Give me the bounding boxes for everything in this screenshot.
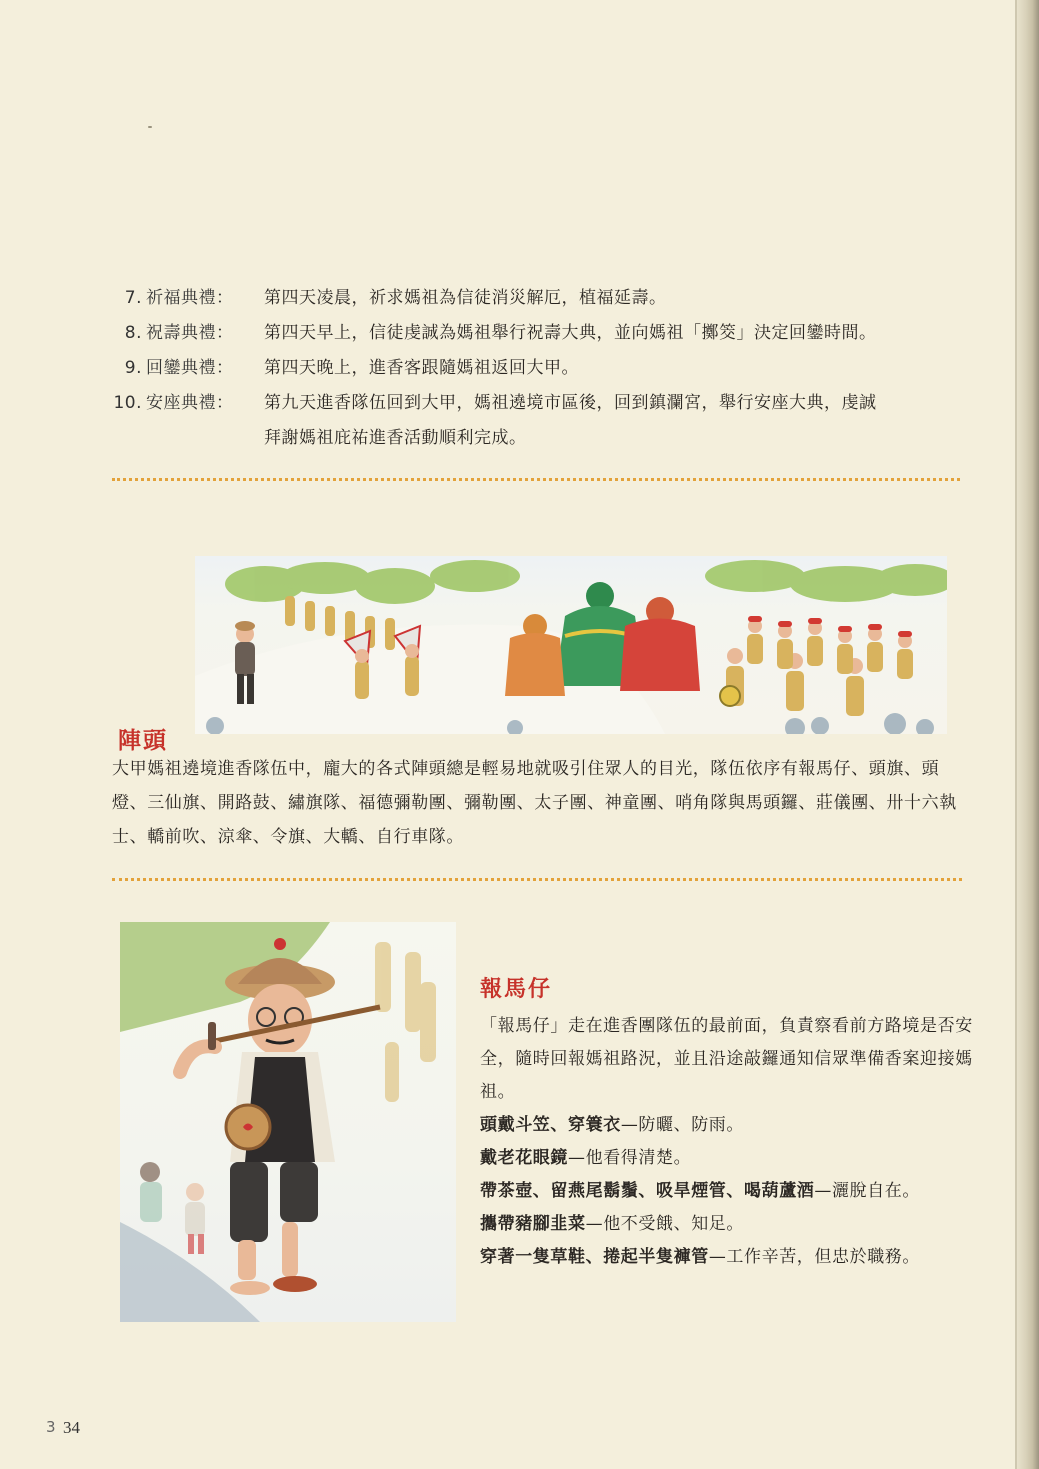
item-meaning: —他看得清楚。 [568,1148,692,1168]
baomazai-item [480,1175,980,1208]
item-meaning: —防曬、防雨。 [620,1115,745,1135]
rite-description [264,391,972,450]
rite-number: 10. [113,393,142,413]
rite-description-line: 第四天晚上，進香客跟隨媽祖返回大甲。 [264,358,579,378]
rite-term: 祈福典禮： [146,288,234,308]
rite-description [264,356,972,380]
page-number: 34 [63,1418,80,1437]
rite-item [112,356,972,380]
rite-description-line: 拜謝媽祖庇祐進香活動順利完成。 [264,428,527,448]
baomazai-item [480,1241,980,1274]
section-title-baomazai: 報馬仔 [480,977,553,1002]
rite-number: 9. [124,358,142,378]
item-attribute: 帶茶壺、留燕尾鬍鬚、吸旱煙管、喝葫蘆酒 [480,1181,815,1201]
rite-number: 7. [124,288,142,308]
margin-mark: 3 [46,1418,56,1436]
page-edge [1017,0,1039,1469]
baomazai-item [480,1109,980,1142]
rite-term: 回鑾典禮： [146,358,234,378]
baomazai-item [480,1208,980,1241]
item-meaning: —他不受餓、知足。 [585,1214,745,1234]
dotted-divider [112,878,962,881]
paper-speck [148,126,152,128]
rite-description [264,286,972,310]
baomazai-intro: 「報馬仔」走在進香團隊伍的最前面，負責察看前方路境是否安全，隨時回報媽祖路況，並且沿途敲鑼通知信眾準備香案迎接媽祖。 [480,1016,973,1102]
rite-description-line: 第四天凌晨，祈求媽祖為信徒消災解厄，植福延壽。 [264,288,667,308]
item-attribute: 戴老花眼鏡 [480,1148,568,1168]
rites-list [112,286,972,461]
rite-term: 祝壽典禮： [146,323,234,343]
rite-item [112,286,972,310]
procession-illustration [195,556,947,734]
rite-description-line: 第九天進香隊伍回到大甲，媽祖遶境市區後，回到鎮瀾宮，舉行安座大典，虔誠 [264,393,877,413]
messenger-drawing [120,922,456,1322]
messenger-illustration [120,922,456,1322]
baomazai-body [480,1010,980,1274]
rite-description [264,321,972,345]
item-meaning: —灑脫自在。 [814,1181,921,1201]
item-attribute: 穿著一隻草鞋、捲起半隻褲管 [480,1247,709,1267]
rite-description-line: 第四天早上，信徒虔誠為媽祖舉行祝壽大典，並向媽祖「擲筊」決定回鑾時間。 [264,323,877,343]
item-attribute: 攜帶豬腳韭菜 [480,1214,586,1234]
zhentou-paragraph: 大甲媽祖遶境進香隊伍中，龐大的各式陣頭總是輕易地就吸引住眾人的目光，隊伍依序有報馬仔、頭旗、頭燈、三仙旗、開路鼓、繡旗隊、福德彌勒團、彌勒團、太子團、神童團、哨角隊與馬頭鑼、莊儀團、卅十六執士、轎前吹、涼傘、令旗、大轎、自行車隊。 [112,759,957,847]
rite-number: 8. [124,323,142,343]
dotted-divider [112,478,960,481]
section-title-zhentou: 陣頭 [118,728,168,754]
rite-item [112,321,972,345]
item-meaning: —工作辛苦，但忠於職務。 [708,1247,921,1267]
rite-item [112,391,972,450]
item-attribute: 頭戴斗笠、穿簑衣 [480,1115,621,1135]
procession-drawing [195,556,947,734]
rite-term: 安座典禮： [146,393,234,413]
baomazai-item [480,1142,980,1175]
